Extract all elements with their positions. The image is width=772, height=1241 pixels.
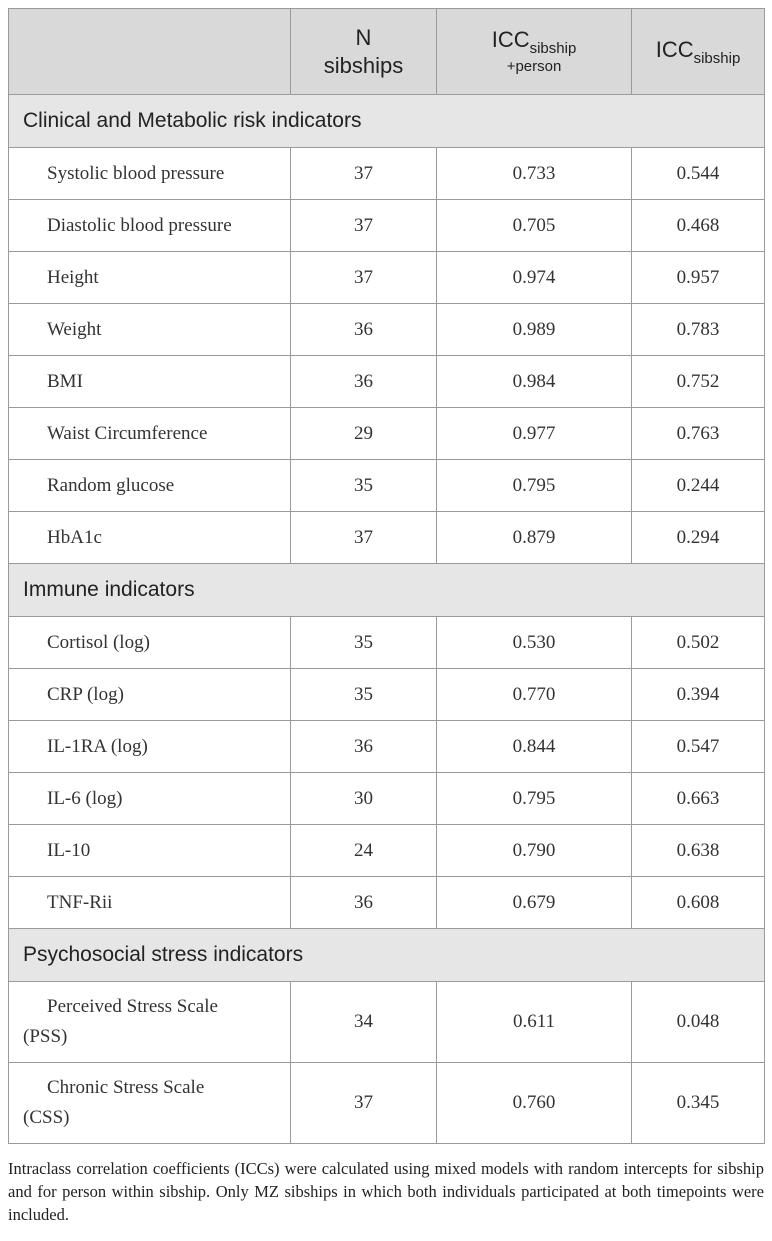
table-row	[9, 408, 765, 460]
icc-table	[8, 8, 765, 1144]
header-icc-sibship	[632, 9, 765, 95]
icc-sibship-person-cell: 0.611	[437, 982, 632, 1063]
icc-sibship-cell: 0.763	[632, 408, 765, 460]
n-sibships-cell: 37	[291, 148, 437, 200]
n-sibships-cell: 36	[291, 721, 437, 773]
icc-sibship-person-cell: 0.844	[437, 721, 632, 773]
table-row	[9, 617, 765, 669]
header-icc-sub-person: +person	[506, 58, 562, 75]
table-row	[9, 252, 765, 304]
table-header	[9, 9, 765, 95]
section-title: Clinical and Metabolic risk indicators	[9, 95, 765, 148]
n-sibships-cell: 36	[291, 356, 437, 408]
icc-sibship-person-cell: 0.790	[437, 825, 632, 877]
table-footnote: Intraclass correlation coefficients (ICCs) were calculated using mixed models with random intercepts for sibship and for person within sibship. Only MZ sibships in which both individuals participated at both timepoints were included.	[8, 1159, 764, 1224]
row-label: HbA1c	[9, 512, 291, 564]
icc-sibship-cell: 0.468	[632, 200, 765, 252]
row-label-line2: (CSS)	[23, 1107, 70, 1128]
row-label	[9, 1063, 291, 1144]
n-sibships-cell: 37	[291, 1063, 437, 1144]
icc-sibship-cell: 0.244	[632, 460, 765, 512]
icc-sibship-cell: 0.502	[632, 617, 765, 669]
table-row	[9, 669, 765, 721]
icc-sibship-person-cell: 0.530	[437, 617, 632, 669]
icc-sibship-cell: 0.752	[632, 356, 765, 408]
n-sibships-cell: 35	[291, 460, 437, 512]
header-icc-sub-sibship: sibship	[529, 40, 577, 57]
row-label: Weight	[9, 304, 291, 356]
row-label: Random glucose	[9, 460, 291, 512]
section-row	[9, 95, 765, 148]
icc-sibship-person-cell: 0.989	[437, 304, 632, 356]
table-row	[9, 982, 765, 1063]
n-sibships-cell: 34	[291, 982, 437, 1063]
icc-sibship-cell: 0.394	[632, 669, 765, 721]
header-icc-main: ICC	[491, 27, 530, 52]
table-row	[9, 460, 765, 512]
header-blank	[9, 9, 291, 95]
row-label: BMI	[9, 356, 291, 408]
n-sibships-cell: 37	[291, 200, 437, 252]
table-row	[9, 304, 765, 356]
icc-sibship-cell: 0.783	[632, 304, 765, 356]
n-sibships-cell: 29	[291, 408, 437, 460]
section-title: Immune indicators	[9, 564, 765, 617]
icc-sibship-cell: 0.638	[632, 825, 765, 877]
row-label: Cortisol (log)	[9, 617, 291, 669]
icc-sibship-person-cell: 0.733	[437, 148, 632, 200]
icc-sibship-person-cell: 0.974	[437, 252, 632, 304]
header-sibships: sibships	[323, 52, 404, 78]
row-label: Diastolic blood pressure	[9, 200, 291, 252]
n-sibships-cell: 30	[291, 773, 437, 825]
table-row	[9, 773, 765, 825]
row-label: IL-6 (log)	[9, 773, 291, 825]
header-icc-sub-2: sibship	[693, 50, 741, 67]
icc-sibship-cell: 0.663	[632, 773, 765, 825]
table-row	[9, 512, 765, 564]
icc-sibship-cell: 0.345	[632, 1063, 765, 1144]
table-row	[9, 148, 765, 200]
icc-sibship-cell: 0.294	[632, 512, 765, 564]
icc-table-container	[8, 8, 764, 1144]
row-label-line1: Perceived Stress Scale	[47, 996, 218, 1017]
header-icc-sibship-person	[437, 9, 632, 95]
n-sibships-cell: 36	[291, 304, 437, 356]
icc-sibship-person-cell: 0.795	[437, 460, 632, 512]
section-row	[9, 564, 765, 617]
row-label-line2: (PSS)	[23, 1026, 68, 1047]
row-label: IL-1RA (log)	[9, 721, 291, 773]
row-label: Height	[9, 252, 291, 304]
icc-sibship-person-cell: 0.760	[437, 1063, 632, 1144]
n-sibships-cell: 37	[291, 512, 437, 564]
table-row	[9, 356, 765, 408]
header-n-sibships	[291, 9, 437, 95]
table-row	[9, 1063, 765, 1144]
n-sibships-cell: 24	[291, 825, 437, 877]
section-title: Psychosocial stress indicators	[9, 929, 765, 982]
row-label-line1: Chronic Stress Scale	[47, 1077, 205, 1098]
n-sibships-cell: 35	[291, 617, 437, 669]
n-sibships-cell: 37	[291, 252, 437, 304]
row-label: Systolic blood pressure	[9, 148, 291, 200]
table-body	[9, 95, 765, 1144]
row-label	[9, 982, 291, 1063]
n-sibships-cell: 36	[291, 877, 437, 929]
row-label: TNF-Rii	[9, 877, 291, 929]
n-sibships-cell: 35	[291, 669, 437, 721]
row-label: IL-10	[9, 825, 291, 877]
icc-sibship-person-cell: 0.705	[437, 200, 632, 252]
table-row	[9, 721, 765, 773]
row-label: Waist Circumference	[9, 408, 291, 460]
icc-sibship-cell: 0.544	[632, 148, 765, 200]
section-row	[9, 929, 765, 982]
table-row	[9, 200, 765, 252]
icc-sibship-cell: 0.048	[632, 982, 765, 1063]
icc-sibship-person-cell: 0.770	[437, 669, 632, 721]
icc-sibship-person-cell: 0.984	[437, 356, 632, 408]
icc-sibship-cell: 0.547	[632, 721, 765, 773]
icc-sibship-cell: 0.608	[632, 877, 765, 929]
row-label: CRP (log)	[9, 669, 291, 721]
icc-sibship-cell: 0.957	[632, 252, 765, 304]
header-icc-main-2: ICC	[655, 37, 694, 62]
icc-sibship-person-cell: 0.977	[437, 408, 632, 460]
table-row	[9, 825, 765, 877]
header-row	[9, 9, 765, 95]
icc-sibship-person-cell: 0.795	[437, 773, 632, 825]
table-row	[9, 877, 765, 929]
header-n: N	[355, 24, 372, 50]
icc-sibship-person-cell: 0.679	[437, 877, 632, 929]
icc-sibship-person-cell: 0.879	[437, 512, 632, 564]
